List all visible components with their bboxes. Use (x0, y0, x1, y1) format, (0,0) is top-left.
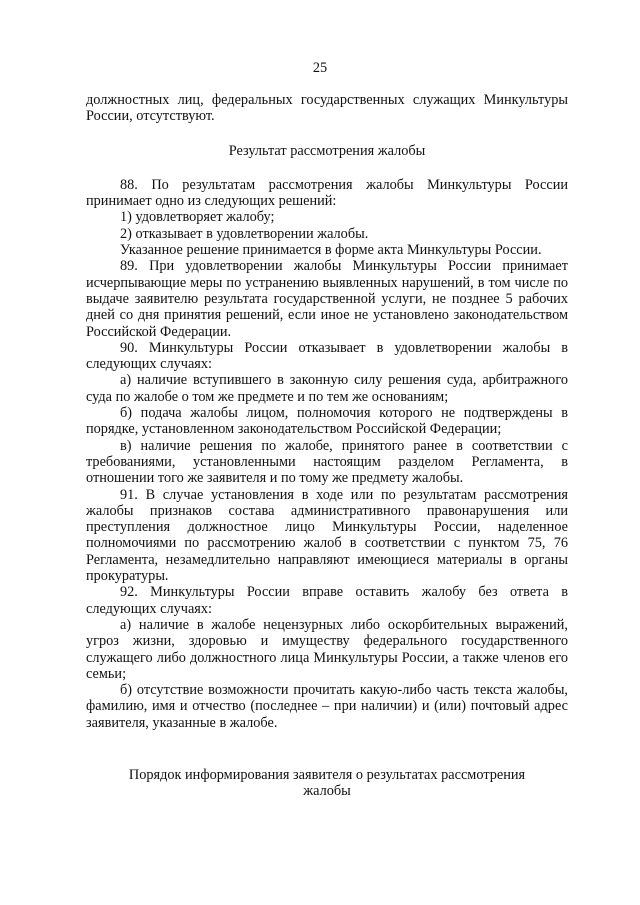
paragraph-90: 90. Минкультуры России отказывает в удовлетворении жалобы в следующих случаях: (86, 339, 568, 373)
paragraph-91: 91. В случае установления в ходе или по результатам рассмотрения жалобы признаков состава административного правонарушения или преступления должностное лицо Минкультуры России, наделенное полномочиями по рассмотрению жалоб в соответствии с пунктом 75, 76 Регламента, незамедлительно направляют имеющиеся материалы в органы прокуратуры. (86, 486, 568, 585)
section-heading-2: Порядок информирования заявителя о результатах рассмотрения жалобы (128, 766, 526, 800)
section-heading: Результат рассмотрения жалобы (228, 142, 426, 159)
paragraph-88-item-1: 1) удовлетворяет жалобу; (120, 209, 275, 226)
paragraph-90-item-a: а) наличие вступившего в законную силу решения суда, арбитражного суда по жалобе о том же предмете и по тем же основаниям; (86, 372, 568, 405)
paragraph-90-item-v: в) наличие решения по жалобе, принятого ранее в соответствии с требованиями, установленными настоящим разделом Регламента, в отношении того же заявителя и по тому же предмету жалобы. (86, 437, 568, 487)
paragraph-92-item-a: а) наличие в жалобе нецензурных либо оскорбительных выражений, угроз жизни, здоровью и имуществу федерального государственного служащего либо должностного лица Минкультуры России, а также членов его семьи; (86, 616, 568, 682)
paragraph-88-item-2: 2) отказывает в удовлетворении жалобы. (120, 225, 369, 242)
paragraph-88-note: Указанное решение принимается в форме акта Минкультуры России. (120, 242, 542, 259)
paragraph-88: 88. По результатам рассмотрения жалобы Минкультуры России принимает одно из следующих решений: (86, 176, 568, 210)
paragraph-89: 89. При удовлетворении жалобы Минкультуры России принимает исчерпывающие меры по устранению выявленных нарушений, в том числе по выдаче заявителю результата государственной услуги, не позднее 5 рабочих дней со дня принятия решений, если иное не установлено законодательством Российской Федерации. (86, 258, 568, 340)
document-body (86, 92, 568, 800)
paragraph-92: 92. Минкультуры России вправе оставить жалобу без ответа в следующих случаях: (86, 584, 568, 617)
intro-paragraph: должностных лиц, федеральных государственных служащих Минкультуры России, отсутствуют. (86, 92, 568, 125)
paragraph-92-item-b: б) отсутствие возможности прочитать какую-либо часть текста жалобы, фамилию, имя и отчество (последнее – при наличии) и (или) почтовый адрес заявителя, указанные в жалобе. (86, 682, 568, 731)
paragraph-90-item-b: б) подача жалобы лицом, полномочия которого не подтверждены в порядке, установленном законодательством Российской Федерации; (86, 405, 568, 438)
page-number: 25 (312, 60, 328, 76)
